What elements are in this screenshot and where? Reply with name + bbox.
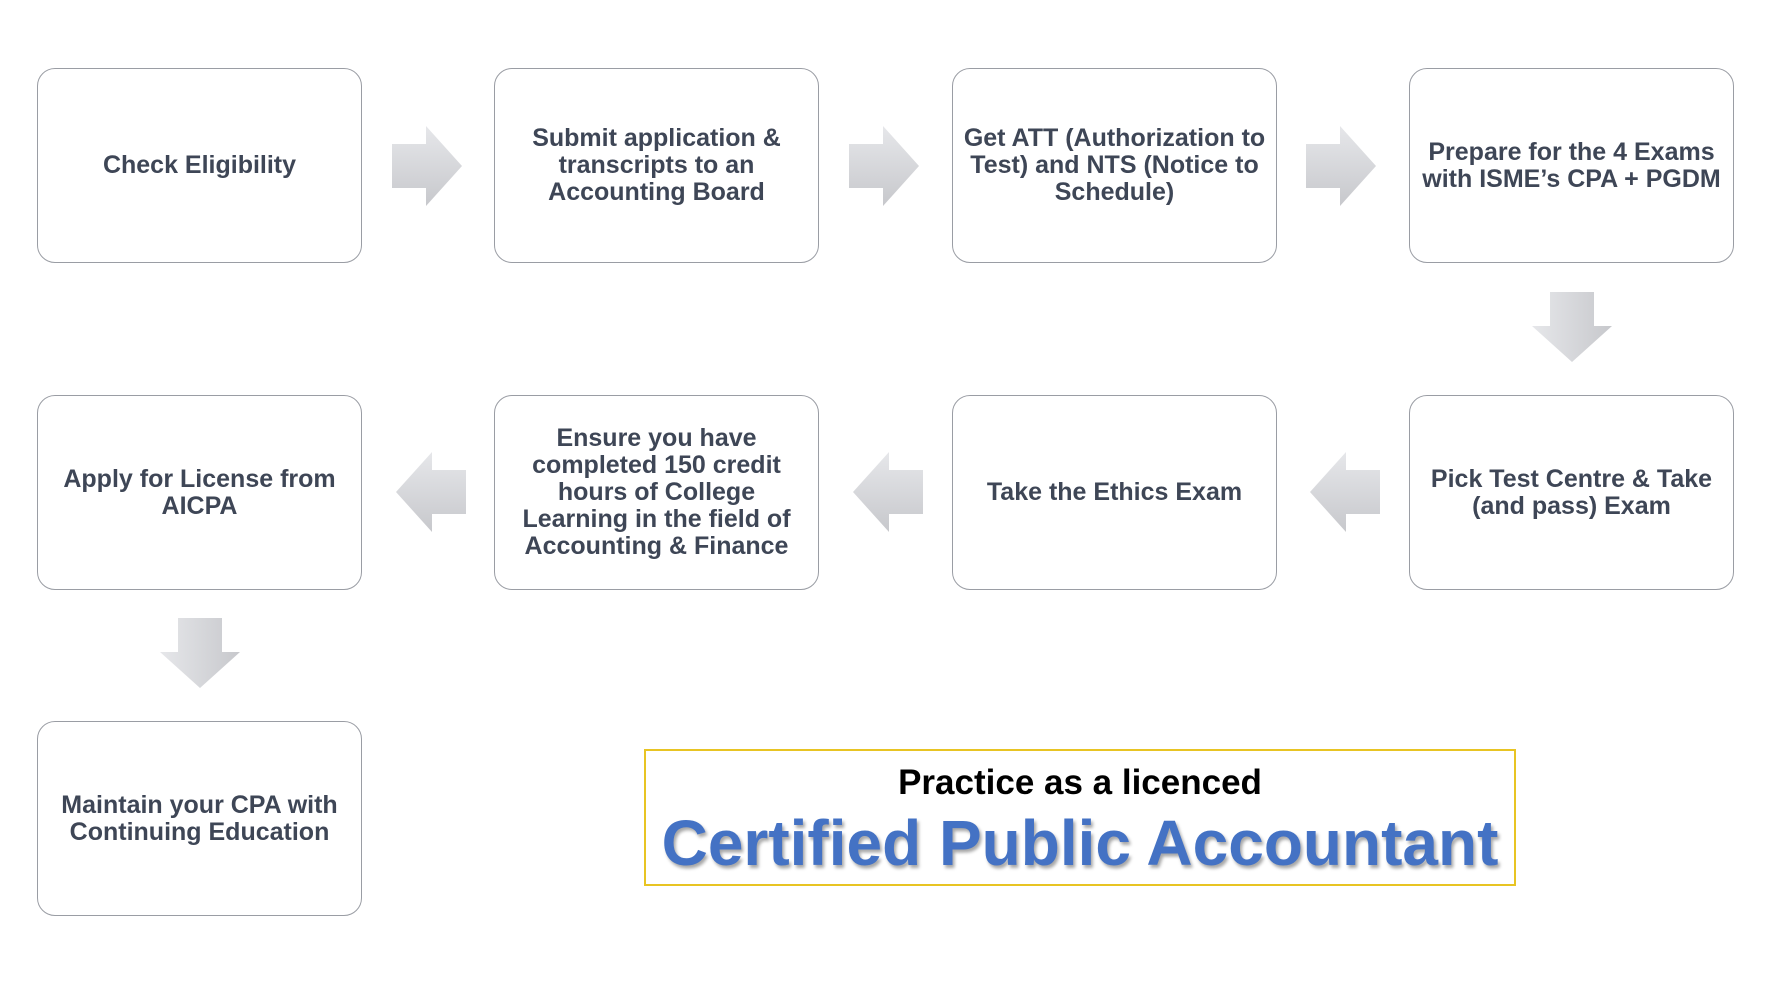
arrow-right-icon	[392, 126, 462, 206]
step-label: Pick Test Centre & Take (and pass) Exam	[1430, 464, 1713, 520]
step-label: Check Eligibility	[102, 151, 297, 179]
step-maintain-cpa	[37, 721, 362, 916]
step-pick-test-centre	[1409, 395, 1734, 590]
result-intro-text: Practice as a licenced	[898, 763, 1262, 802]
step-ethics-exam	[952, 395, 1277, 590]
step-get-att-nts	[952, 68, 1277, 263]
arrow-right-icon	[1306, 126, 1376, 206]
arrow-left-icon	[396, 452, 466, 532]
cpa-result-banner	[644, 749, 1516, 886]
step-credit-hours	[494, 395, 819, 590]
step-submit-application	[494, 68, 819, 263]
step-label: Prepare for the 4 Exams with ISME’s CPA + PGDM	[1422, 137, 1721, 193]
result-title-text: Certified Public Accountant	[661, 807, 1499, 879]
step-label: Maintain your CPA with Continuing Education	[61, 790, 338, 846]
step-label: Get ATT (Authorization to Test) and NTS (Notice to Schedule)	[963, 124, 1266, 206]
arrow-left-icon	[853, 452, 923, 532]
arrow-right-icon	[849, 126, 919, 206]
step-apply-license	[37, 395, 362, 590]
step-label: Submit application & transcripts to an Accounting Board	[532, 124, 781, 206]
step-label: Take the Ethics Exam	[986, 478, 1243, 506]
arrow-left-icon	[1310, 452, 1380, 532]
step-label: Ensure you have completed 150 credit hours of College Learning in the field of Accounting & Finance	[522, 424, 791, 560]
step-check-eligibility	[37, 68, 362, 263]
step-prepare-exams	[1409, 68, 1734, 263]
arrow-down-icon	[1532, 292, 1612, 362]
step-label: Apply for License from AICPA	[63, 464, 336, 520]
arrow-down-icon	[160, 618, 240, 688]
